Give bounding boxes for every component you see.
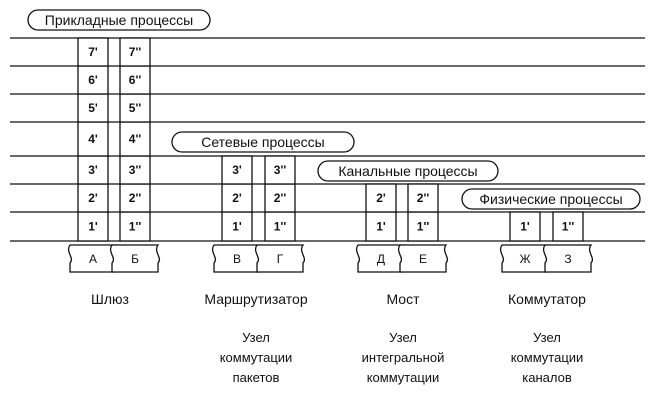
physical-processes-label (462, 189, 640, 209)
end-node-label: Е (418, 252, 428, 266)
link-processes-text: Канальные процессы (338, 163, 478, 179)
layer-label: 3' (232, 163, 242, 177)
layer-label: 2'' (128, 191, 142, 205)
end-node-label: Б (131, 252, 139, 266)
protocol-stack-8 (544, 212, 593, 272)
network-processes-text: Сетевые процессы (201, 134, 325, 150)
layer-label: 1'' (128, 219, 142, 234)
layer-label: 2' (88, 191, 98, 205)
layer-label: 6' (88, 73, 98, 87)
protocol-stack-1 (69, 38, 118, 272)
end-node-label: Д (376, 252, 386, 266)
physical-processes-text: Физические процессы (479, 191, 623, 207)
layer-label: 2'' (416, 191, 430, 205)
layer-label: 2'' (273, 191, 287, 205)
layer-label: 1'' (416, 219, 430, 234)
protocol-stack-3 (213, 156, 262, 272)
layer-label: 4' (88, 132, 98, 146)
device-name-switch: Коммутатор (508, 291, 586, 307)
layer-label: 1'' (561, 219, 575, 234)
switch-description-line-2: коммутации (510, 350, 584, 365)
router-description-line-1: Узел (242, 330, 270, 345)
layer-label: 3'' (128, 163, 142, 177)
layer-label: 1' (376, 219, 386, 234)
protocol-stack-6 (399, 184, 448, 272)
layer-label: 2' (232, 191, 242, 205)
network-processes-label (172, 132, 354, 152)
layer-label: 3' (88, 163, 98, 177)
layer-label: 7'' (128, 45, 142, 59)
protocol-stack-4 (256, 156, 305, 272)
device-name-gateway: Шлюз (91, 291, 129, 307)
layer-label: 4'' (128, 132, 142, 146)
end-node-label: В (232, 252, 242, 266)
layer-label: 1' (232, 219, 242, 234)
link-processes-label (318, 161, 498, 181)
bridge-description-line-1: Узел (389, 330, 417, 345)
protocol-stack-2 (111, 38, 160, 272)
layer-label: 5' (88, 101, 98, 115)
end-node-label: А (88, 252, 98, 266)
device-name-bridge: Мост (386, 291, 420, 307)
protocol-stack-5 (357, 184, 406, 272)
device-stacks (69, 38, 593, 272)
application-processes-label (28, 10, 210, 30)
device-captions (91, 291, 586, 385)
layer-label: 5'' (128, 101, 142, 115)
end-node-label: Ж (519, 252, 531, 266)
switch-description-line-3: каналов (522, 370, 572, 385)
layer-label: 1' (88, 219, 98, 234)
protocol-stack-7 (501, 212, 550, 272)
switch-description-line-1: Узел (533, 330, 561, 345)
layer-label: 2' (376, 191, 386, 205)
layer-label: 6'' (128, 73, 142, 87)
router-description-line-2: коммутации (219, 350, 293, 365)
layer-label: 7' (88, 45, 98, 59)
layer-label: 1'' (273, 219, 287, 234)
end-node-label: З (564, 252, 572, 266)
device-name-router: Маршрутизатор (204, 291, 308, 307)
router-description-line-3: пакетов (232, 370, 280, 385)
bridge-description-line-2: интегральной (361, 350, 445, 365)
layer-label: 3'' (273, 163, 287, 177)
bridge-description-line-3: коммутации (366, 370, 440, 385)
layer-label: 1' (520, 219, 530, 234)
end-node-label: Г (276, 252, 284, 266)
application-processes-text: Прикладные процессы (44, 12, 194, 28)
